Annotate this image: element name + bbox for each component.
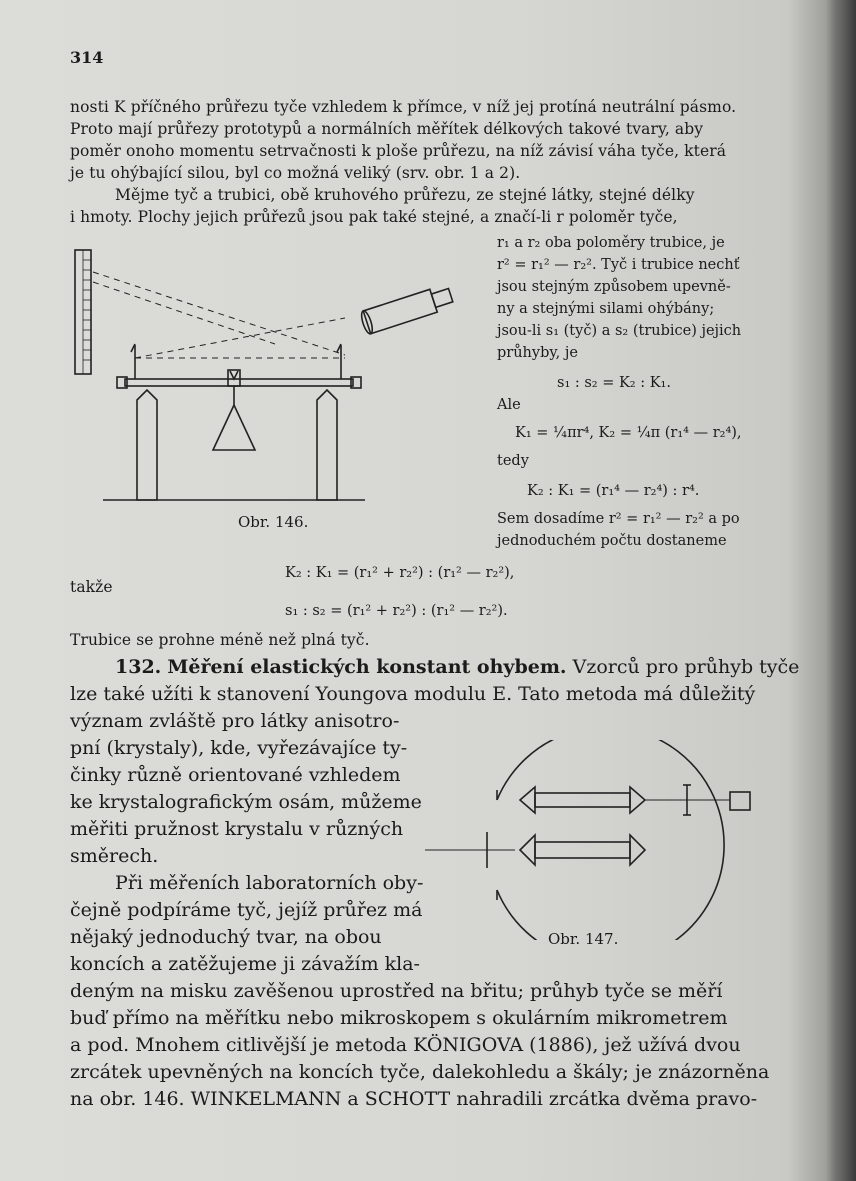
text-line: význam zvláště pro látky anisotro- [70,710,400,732]
text-line: Proto mají průřezy prototypů a normálních měřítek délkových takové tvary, aby [70,120,704,138]
text-line: ke krystalografickým osám, můžeme [70,791,422,813]
text-line: a pod. Mnohem citlivější je metoda KÖNIGOVA (1886), jež užívá dvou [70,1034,741,1056]
section-line-rest: Vzorců pro průhyb tyče [572,656,800,678]
figure-146-caption: Obr. 146. [238,513,309,531]
section-number: 132. [115,656,162,678]
equation: s₁ : s₂ = K₂ : K₁. [557,375,671,391]
text-line: r₁ a r₂ oba poloměry trubice, je [497,235,725,251]
text-line: koncích a zatěžujeme ji závažím kla- [70,953,420,975]
text-line: čejně podpíráme tyč, jejíž průřez má [70,899,423,921]
text-line: Při měřeních laboratorních oby- [115,872,424,894]
text-line: zrcátek upevněných na koncích tyče, dalekohledu a škály; je znázorněna [70,1061,770,1083]
section-heading [115,658,799,677]
text-line: takže [70,578,113,596]
text-line: pní (krystaly), kde, vyřezávajíce ty- [70,737,408,759]
figure-146-apparatus [65,240,485,520]
text-line: ny a stejnými silami ohýbány; [497,301,715,317]
equation: K₂ : K₁ = (r₁² + r₂²) : (r₁² — r₂²), [285,565,515,581]
text-line: r² = r₁² — r₂². Tyč i trubice nechť [497,257,740,273]
text-line: lze také užíti k stanovení Youngova modulu E. Tato metoda má důležitý [70,683,756,705]
figure-147-apparatus [425,740,765,940]
text-line: směrech. [70,845,159,867]
text-line: nosti K příčného průřezu tyče vzhledem k přímce, v níž jej protíná neutrální pásmo. [70,98,737,116]
page-number: 314 [70,48,104,67]
text-line: nějaký jednoduchý tvar, na obou [70,926,382,948]
text-line: i hmoty. Plochy jejich průřezů jsou pak také stejné, a značí-li r poloměr tyče, [70,208,678,226]
book-spine-shadow [826,0,856,1181]
equation: K₂ : K₁ = (r₁⁴ — r₂⁴) : r⁴. [527,483,700,499]
text-line: deným na misku zavěšenou uprostřed na břitu; průhyb tyče se měří [70,980,723,1002]
text-line: činky různě orientované vzhledem [70,764,401,786]
text-line: buď přímo na měřítku nebo mikroskopem s okulárním mikrometrem [70,1007,728,1029]
figure-147-caption: Obr. 147. [548,930,619,948]
text-line: na obr. 146. WINKELMANN a SCHOTT nahradili zrcátka dvěma pravo- [70,1088,758,1110]
text-line: poměr onoho momentu setrvačnosti k ploše průřezu, na níž závisí váha tyče, která [70,142,727,160]
text-line: průhyby, je [497,345,578,361]
text-line: Mějme tyč a trubici, obě kruhového průřezu, ze stejné látky, stejné délky [115,186,695,204]
equation: K₁ = ¼πr⁴, K₂ = ¼π (r₁⁴ — r₂⁴), [515,425,742,441]
text-line: měřiti pružnost krystalu v různých [70,818,404,840]
text-line: jsou stejným způsobem upevně- [497,279,731,295]
text-line: Ale [497,397,521,413]
text-line: tedy [497,453,529,469]
equation: s₁ : s₂ = (r₁² + r₂²) : (r₁² — r₂²). [285,603,508,619]
text-line: Trubice se prohne méně než plná tyč. [70,631,370,649]
section-title: Měření elastických konstant ohybem. [167,656,567,678]
text-line: Sem dosadíme r² = r₁² — r₂² a po [497,511,740,527]
text-line: jednoduchém počtu dostaneme [497,533,727,549]
text-line: je tu ohýbající silou, byl co možná veliký (srv. obr. 1 a 2). [70,164,521,182]
text-line: jsou-li s₁ (tyč) a s₂ (trubice) jejich [497,323,742,339]
